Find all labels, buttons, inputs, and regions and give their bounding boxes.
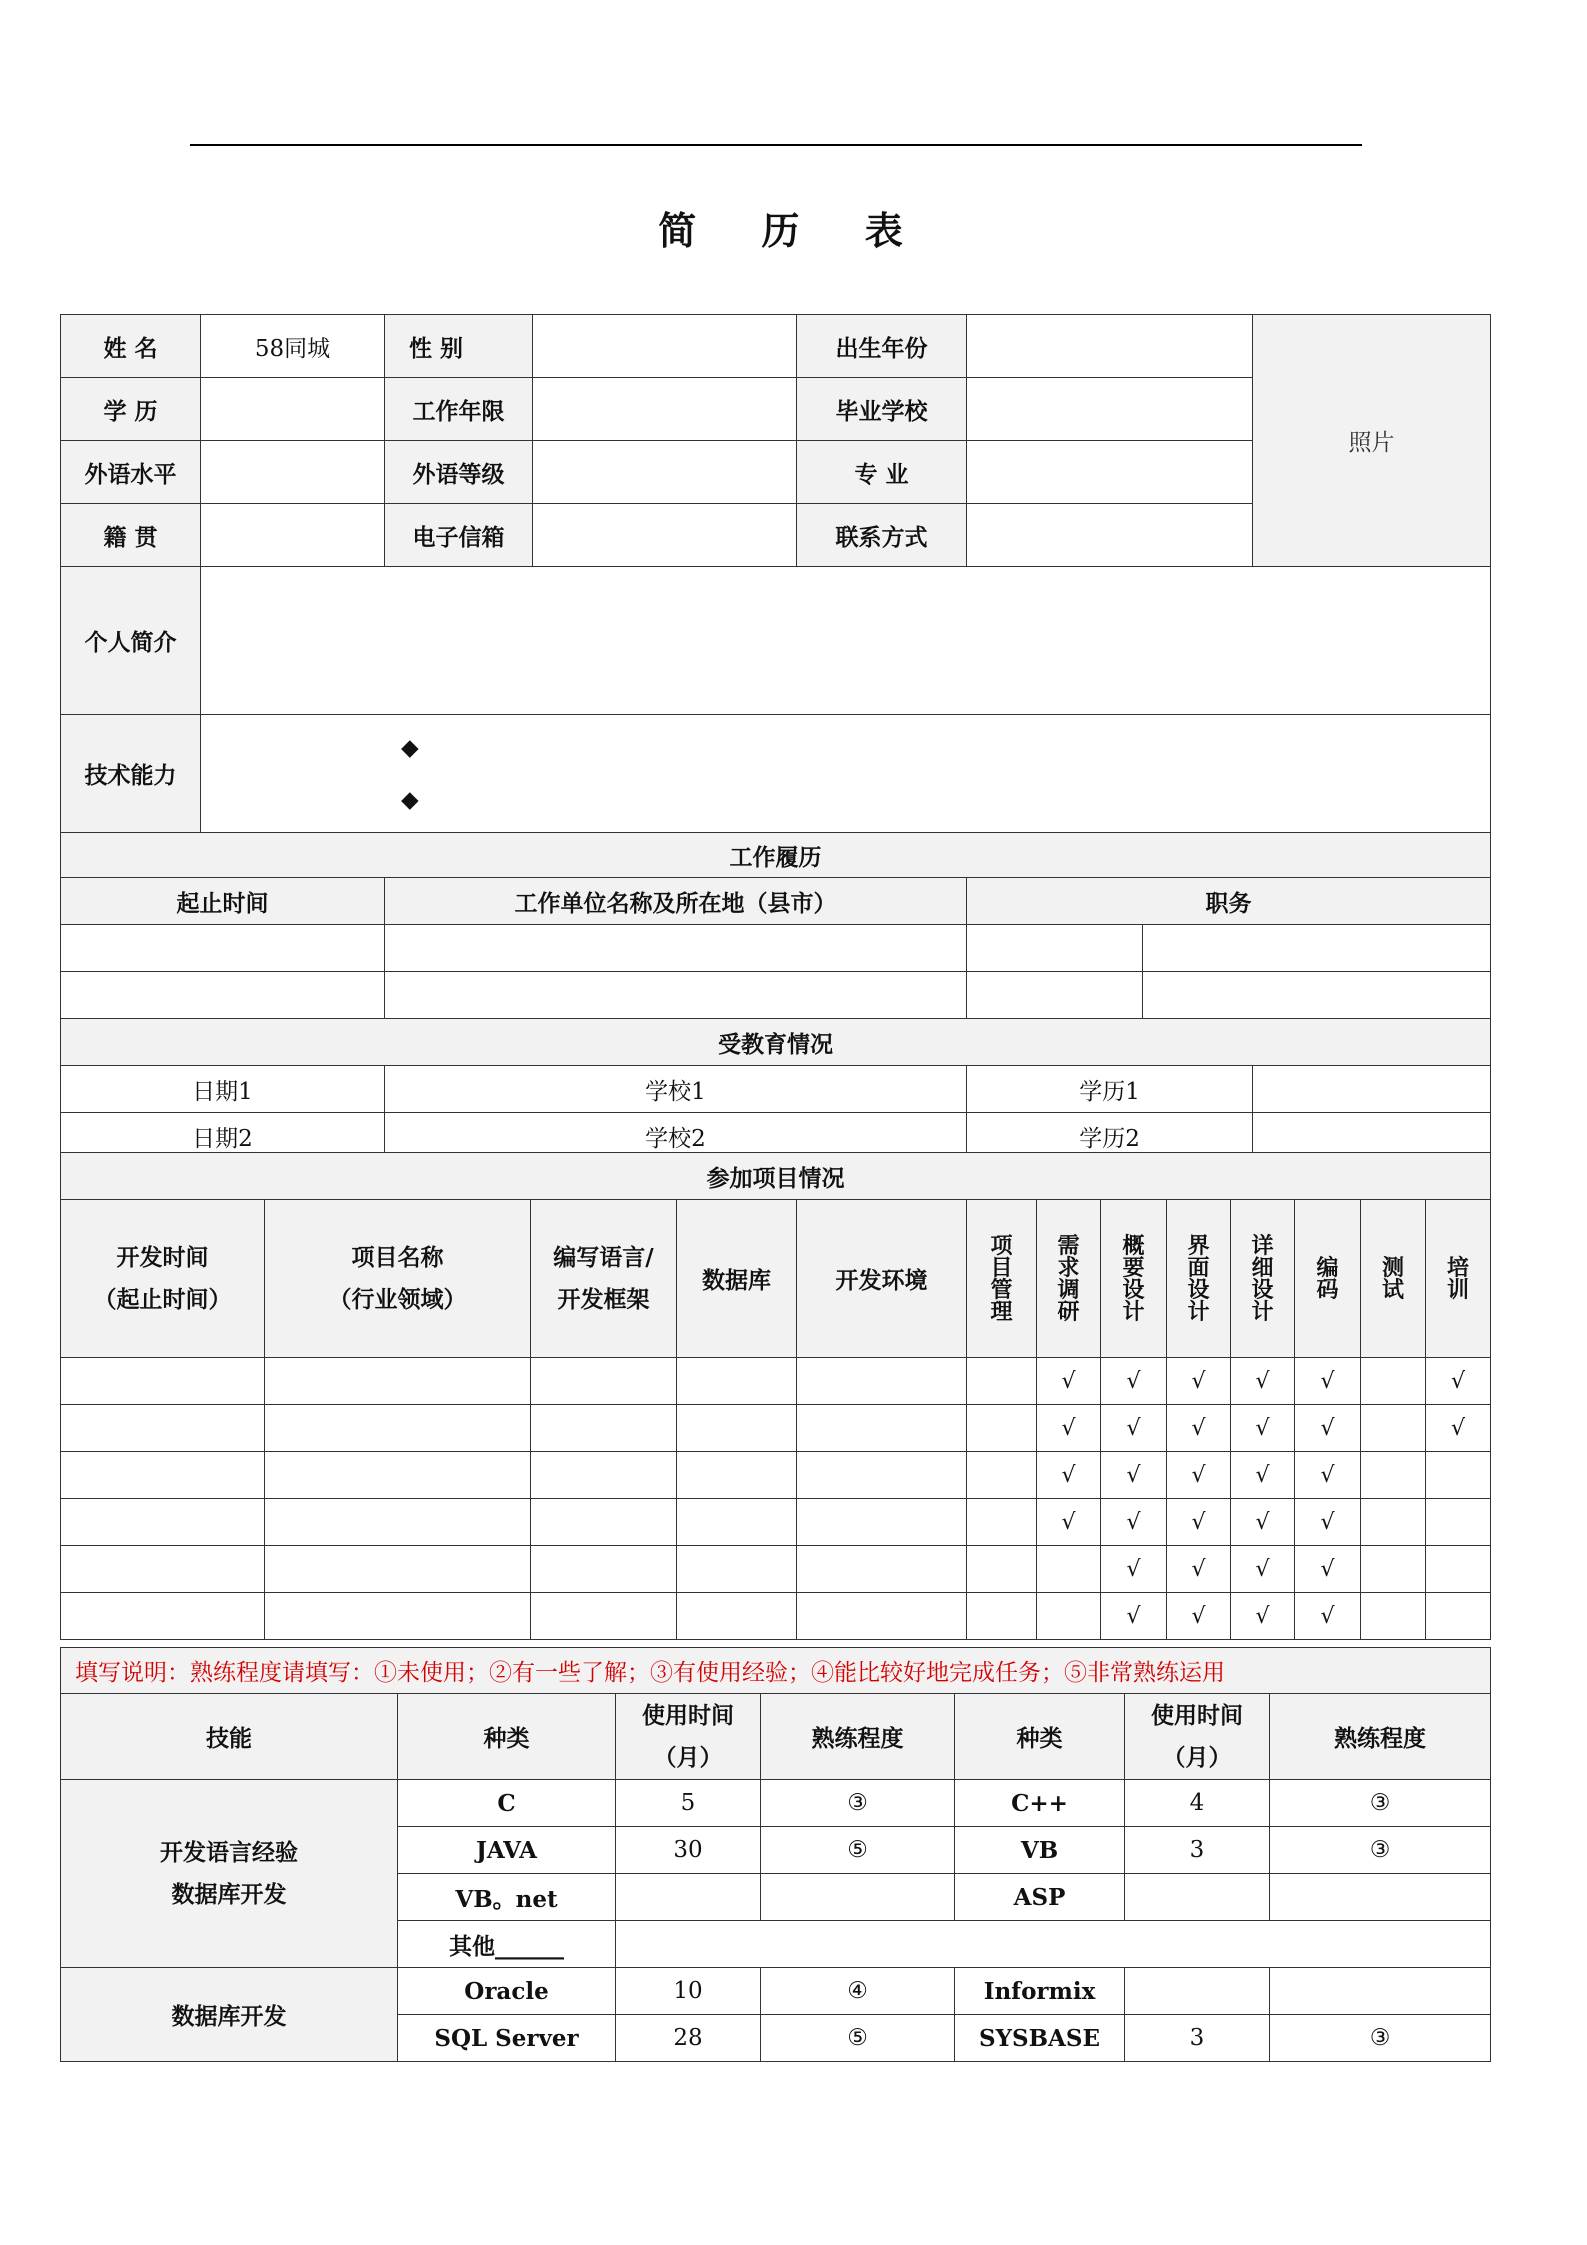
label-degree: 学 历 [61,378,201,441]
header-line: 项目名称 [351,1243,444,1271]
phase-check-cell[interactable]: √ [1037,1499,1101,1546]
header-line: （月） [653,1743,723,1771]
header-kind: 种类 [398,1694,616,1780]
skill-kind: SQL Server [398,2015,616,2062]
project-cell[interactable] [531,1358,677,1405]
project-cell[interactable] [797,1593,967,1640]
skill-kind: VB。net [398,1874,616,1921]
header-proficiency: 熟练程度 [761,1694,955,1780]
phase-char: 调 [1057,1276,1080,1303]
phase-check-cell[interactable]: √ [1426,1358,1491,1405]
skill-time[interactable]: 3 [1125,1827,1270,1874]
phase-check-cell[interactable]: √ [1101,1499,1167,1546]
top-rule [190,144,1362,146]
project-row [61,1593,1491,1640]
phase-check-cell[interactable] [1361,1546,1426,1593]
project-cell[interactable] [797,1499,967,1546]
skill-group-database: 数据库开发 [61,1968,398,2062]
project-cell[interactable] [531,1546,677,1593]
phase-check-cell[interactable] [1426,1452,1491,1499]
header-proficiency: 熟练程度 [1270,1694,1491,1780]
header-dev-env: 开发环境 [797,1200,967,1358]
project-cell[interactable] [677,1358,797,1405]
value-native-place[interactable] [201,504,385,567]
header-language [531,1200,677,1358]
project-cell[interactable] [797,1405,967,1452]
label-native-place: 籍 贯 [61,504,201,567]
header-skill: 技能 [61,1694,398,1780]
label-work-years: 工作年限 [385,378,533,441]
phase-char: 码 [1316,1276,1339,1303]
skills-table [60,1647,1491,2062]
value-personal-intro[interactable] [201,567,1491,715]
skill-kind: JAVA [398,1827,616,1874]
phase-char: 概 [1122,1232,1145,1259]
label-email: 电子信箱 [385,504,533,567]
project-row [61,1452,1491,1499]
header-line: 开发时间 [116,1243,209,1271]
skill-time[interactable]: 30 [616,1827,761,1874]
header-work-employer: 工作单位名称及所在地（县市） [385,878,967,925]
bullet-item: ◆ [401,734,419,761]
phase-check-cell[interactable]: √ [1295,1358,1361,1405]
work-cell[interactable] [1143,972,1491,1019]
header-database: 数据库 [677,1200,797,1358]
phase-check-cell[interactable]: √ [1167,1499,1231,1546]
project-cell[interactable] [265,1405,531,1452]
skill-level[interactable]: ③ [1270,1780,1491,1827]
skill-time[interactable]: 28 [616,2015,761,2062]
phase-check-cell[interactable] [1361,1593,1426,1640]
phase-check-cell[interactable] [1361,1405,1426,1452]
project-cell[interactable] [677,1546,797,1593]
section-work-history: 工作履历 [61,833,1491,878]
project-cell[interactable] [531,1499,677,1546]
phase-char: 详 [1251,1232,1274,1259]
bullet-item: ◆ [401,786,419,813]
page-title: 简 历 表 [658,208,929,253]
phase-check-cell[interactable]: √ [1295,1405,1361,1452]
value-email[interactable] [533,504,797,567]
work-cell[interactable] [967,972,1143,1019]
phase-check-cell[interactable] [1037,1593,1101,1640]
project-cell[interactable] [677,1405,797,1452]
section-projects: 参加项目情况 [61,1153,1491,1200]
phase-check-cell[interactable]: √ [1167,1452,1231,1499]
project-cell[interactable] [61,1593,265,1640]
phase-char: 计 [1187,1298,1210,1325]
project-cell[interactable] [797,1358,967,1405]
header-usage-time [616,1694,761,1780]
phase-check-cell[interactable] [967,1546,1037,1593]
skill-kind: SYSBASE [955,2015,1125,2062]
work-cell[interactable] [61,925,385,972]
edu-degree[interactable]: 学历2 [967,1113,1253,1160]
project-cell[interactable] [61,1499,265,1546]
header-kind: 种类 [955,1694,1125,1780]
phase-check-cell[interactable]: √ [1101,1593,1167,1640]
phase-check-cell[interactable]: √ [1295,1593,1361,1640]
project-cell[interactable] [531,1452,677,1499]
phase-check-cell[interactable]: √ [1295,1452,1361,1499]
phase-char: 目 [990,1254,1013,1281]
phase-check-cell[interactable]: √ [1037,1452,1101,1499]
project-row [61,1546,1491,1593]
project-cell[interactable] [531,1593,677,1640]
label-graduate-school: 毕业学校 [797,378,967,441]
header-line: （行业领域） [328,1285,467,1313]
phase-check-cell[interactable] [1361,1499,1426,1546]
phase-check-cell[interactable]: √ [1101,1452,1167,1499]
work-cell[interactable] [385,925,967,972]
header-phase [1426,1200,1491,1358]
project-cell[interactable] [61,1546,265,1593]
header-work-position: 职务 [967,878,1491,925]
value-degree[interactable] [201,378,385,441]
project-cell[interactable] [61,1405,265,1452]
label-major: 专 业 [797,441,967,504]
header-phase [1167,1200,1231,1358]
project-row [61,1405,1491,1452]
phase-char: 要 [1122,1254,1145,1281]
skill-group-dev-language [61,1780,398,1968]
phase-check-cell[interactable] [1426,1499,1491,1546]
skill-level[interactable] [761,1874,955,1921]
skill-kind: C [398,1780,616,1827]
edu-date[interactable]: 日期1 [61,1066,385,1113]
phase-check-cell[interactable] [967,1593,1037,1640]
header-phase [1231,1200,1295,1358]
project-cell[interactable] [677,1452,797,1499]
value-tech-skills[interactable] [201,715,1491,833]
label-name: 姓 名 [61,315,201,378]
phase-check-cell[interactable]: √ [1426,1405,1491,1452]
phase-char: 试 [1381,1276,1404,1303]
skill-time[interactable]: 5 [616,1780,761,1827]
header-phase [1295,1200,1361,1358]
section-education: 受教育情况 [61,1019,1491,1066]
phase-char: 设 [1122,1276,1145,1303]
project-cell[interactable] [265,1499,531,1546]
project-cell[interactable] [797,1546,967,1593]
work-cell[interactable] [967,925,1143,972]
value-work-years[interactable] [533,378,797,441]
work-cell[interactable] [61,972,385,1019]
project-cell[interactable] [265,1452,531,1499]
header-usage-time [1125,1694,1270,1780]
value-graduate-school[interactable] [967,378,1253,441]
phase-check-cell[interactable] [967,1405,1037,1452]
project-cell[interactable] [677,1593,797,1640]
header-line: 开发框架 [557,1285,650,1313]
header-work-period: 起止时间 [61,878,385,925]
skill-other-value[interactable] [616,1921,1491,1968]
header-line: 使用时间 [642,1701,734,1729]
project-cell[interactable] [265,1358,531,1405]
phase-char: 求 [1057,1254,1080,1281]
project-cell[interactable] [531,1405,677,1452]
phase-check-cell[interactable]: √ [1295,1546,1361,1593]
phase-check-cell[interactable] [1426,1546,1491,1593]
group-line: 开发语言经验 [160,1838,298,1866]
project-cell[interactable] [265,1546,531,1593]
resume-table [60,314,1491,1160]
value-name[interactable]: 58同城 [201,315,385,378]
work-cell[interactable] [1143,925,1491,972]
skill-level[interactable]: ④ [761,1968,955,2015]
project-cell[interactable] [61,1358,265,1405]
phase-check-cell[interactable] [967,1499,1037,1546]
label-birth-year: 出生年份 [797,315,967,378]
skill-level[interactable]: ③ [761,1780,955,1827]
value-gender[interactable] [533,315,797,378]
phase-check-cell[interactable]: √ [1167,1593,1231,1640]
header-phase [1361,1200,1426,1358]
skill-kind: Informix [955,1968,1125,2015]
skill-level[interactable]: ⑤ [761,1827,955,1874]
edu-degree[interactable]: 学历1 [967,1066,1253,1113]
phase-check-cell[interactable]: √ [1231,1546,1295,1593]
phase-check-cell[interactable] [1426,1593,1491,1640]
phase-char: 计 [1251,1298,1274,1325]
phase-check-cell[interactable] [1037,1546,1101,1593]
edu-date[interactable]: 日期2 [61,1113,385,1160]
phase-char: 项 [990,1232,1013,1259]
skill-time[interactable]: 4 [1125,1780,1270,1827]
value-contact[interactable] [967,504,1253,567]
phase-char: 测 [1381,1254,1404,1281]
phase-char: 培 [1447,1254,1470,1281]
skill-time[interactable] [1125,1968,1270,2015]
skill-time[interactable]: 3 [1125,2015,1270,2062]
phase-check-cell[interactable]: √ [1101,1405,1167,1452]
edu-extra[interactable] [1253,1066,1491,1113]
label-foreign-language: 外语水平 [61,441,201,504]
skill-kind: C++ [955,1780,1125,1827]
phase-check-cell[interactable] [1361,1452,1426,1499]
projects-table [60,1152,1491,1640]
skill-level[interactable]: ③ [1270,1827,1491,1874]
skill-kind-other[interactable]: 其他______ [398,1921,616,1968]
label-gender: 性 别 [385,315,533,378]
phase-char: 理 [990,1298,1013,1325]
group-line: 数据库开发 [171,1880,287,1908]
photo-placeholder[interactable]: 照片 [1253,315,1491,567]
phase-check-cell[interactable]: √ [1101,1546,1167,1593]
value-birth-year[interactable] [967,315,1253,378]
label-personal-intro: 个人简介 [61,567,201,715]
phase-check-cell[interactable] [1361,1358,1426,1405]
skill-level[interactable] [1270,1874,1491,1921]
skill-time[interactable] [1125,1874,1270,1921]
phase-check-cell[interactable]: √ [1037,1358,1101,1405]
phase-check-cell[interactable]: √ [1231,1593,1295,1640]
phase-check-cell[interactable]: √ [1167,1546,1231,1593]
label-tech-skills: 技术能力 [61,715,201,833]
phase-check-cell[interactable]: √ [1231,1452,1295,1499]
skill-level[interactable]: ③ [1270,2015,1491,2062]
project-cell[interactable] [677,1499,797,1546]
phase-check-cell[interactable]: √ [1037,1405,1101,1452]
phase-check-cell[interactable] [967,1358,1037,1405]
header-phase [1037,1200,1101,1358]
label-contact: 联系方式 [797,504,967,567]
project-row [61,1499,1491,1546]
phase-char: 管 [990,1276,1013,1303]
phase-char: 研 [1057,1298,1080,1325]
phase-char: 界 [1187,1232,1210,1259]
phase-char: 计 [1122,1298,1145,1325]
header-dev-time [61,1200,265,1358]
phase-check-cell[interactable]: √ [1101,1358,1167,1405]
fill-instructions: 填写说明：熟练程度请填写：①未使用；②有一些了解；③有使用经验；④能比较好地完成任务；⑤非常熟练运用 [61,1648,1491,1694]
project-cell[interactable] [797,1452,967,1499]
work-cell[interactable] [385,972,967,1019]
phase-char: 编 [1316,1254,1339,1281]
phase-check-cell[interactable] [967,1452,1037,1499]
phase-char: 面 [1187,1254,1210,1281]
phase-char: 训 [1447,1276,1470,1303]
project-cell[interactable] [265,1593,531,1640]
header-line: （月） [1162,1743,1232,1771]
project-cell[interactable] [61,1452,265,1499]
phase-check-cell[interactable]: √ [1231,1405,1295,1452]
value-foreign-language[interactable] [201,441,385,504]
skill-level[interactable] [1270,1968,1491,2015]
project-row [61,1358,1491,1405]
phase-check-cell[interactable]: √ [1167,1405,1231,1452]
phase-check-cell[interactable]: √ [1295,1499,1361,1546]
skill-time[interactable]: 10 [616,1968,761,2015]
header-phase [967,1200,1037,1358]
phase-check-cell[interactable]: √ [1167,1358,1231,1405]
skill-time[interactable] [616,1874,761,1921]
edu-school[interactable]: 学校1 [385,1066,967,1113]
skill-kind: VB [955,1827,1125,1874]
label-language-level: 外语等级 [385,441,533,504]
phase-check-cell[interactable]: √ [1231,1358,1295,1405]
phase-check-cell[interactable]: √ [1231,1499,1295,1546]
value-major[interactable] [967,441,1253,504]
header-line: （起止时间） [93,1285,232,1313]
skill-level[interactable]: ⑤ [761,2015,955,2062]
phase-char: 细 [1251,1254,1274,1281]
edu-school[interactable]: 学校2 [385,1113,967,1160]
header-line: 编写语言/ [553,1243,654,1271]
value-language-level[interactable] [533,441,797,504]
phase-char: 需 [1057,1232,1080,1259]
header-line: 使用时间 [1151,1701,1243,1729]
header-project-name [265,1200,531,1358]
phase-char: 设 [1187,1276,1210,1303]
header-phase [1101,1200,1167,1358]
skill-kind: Oracle [398,1968,616,2015]
skill-kind: ASP [955,1874,1125,1921]
phase-char: 设 [1251,1276,1274,1303]
